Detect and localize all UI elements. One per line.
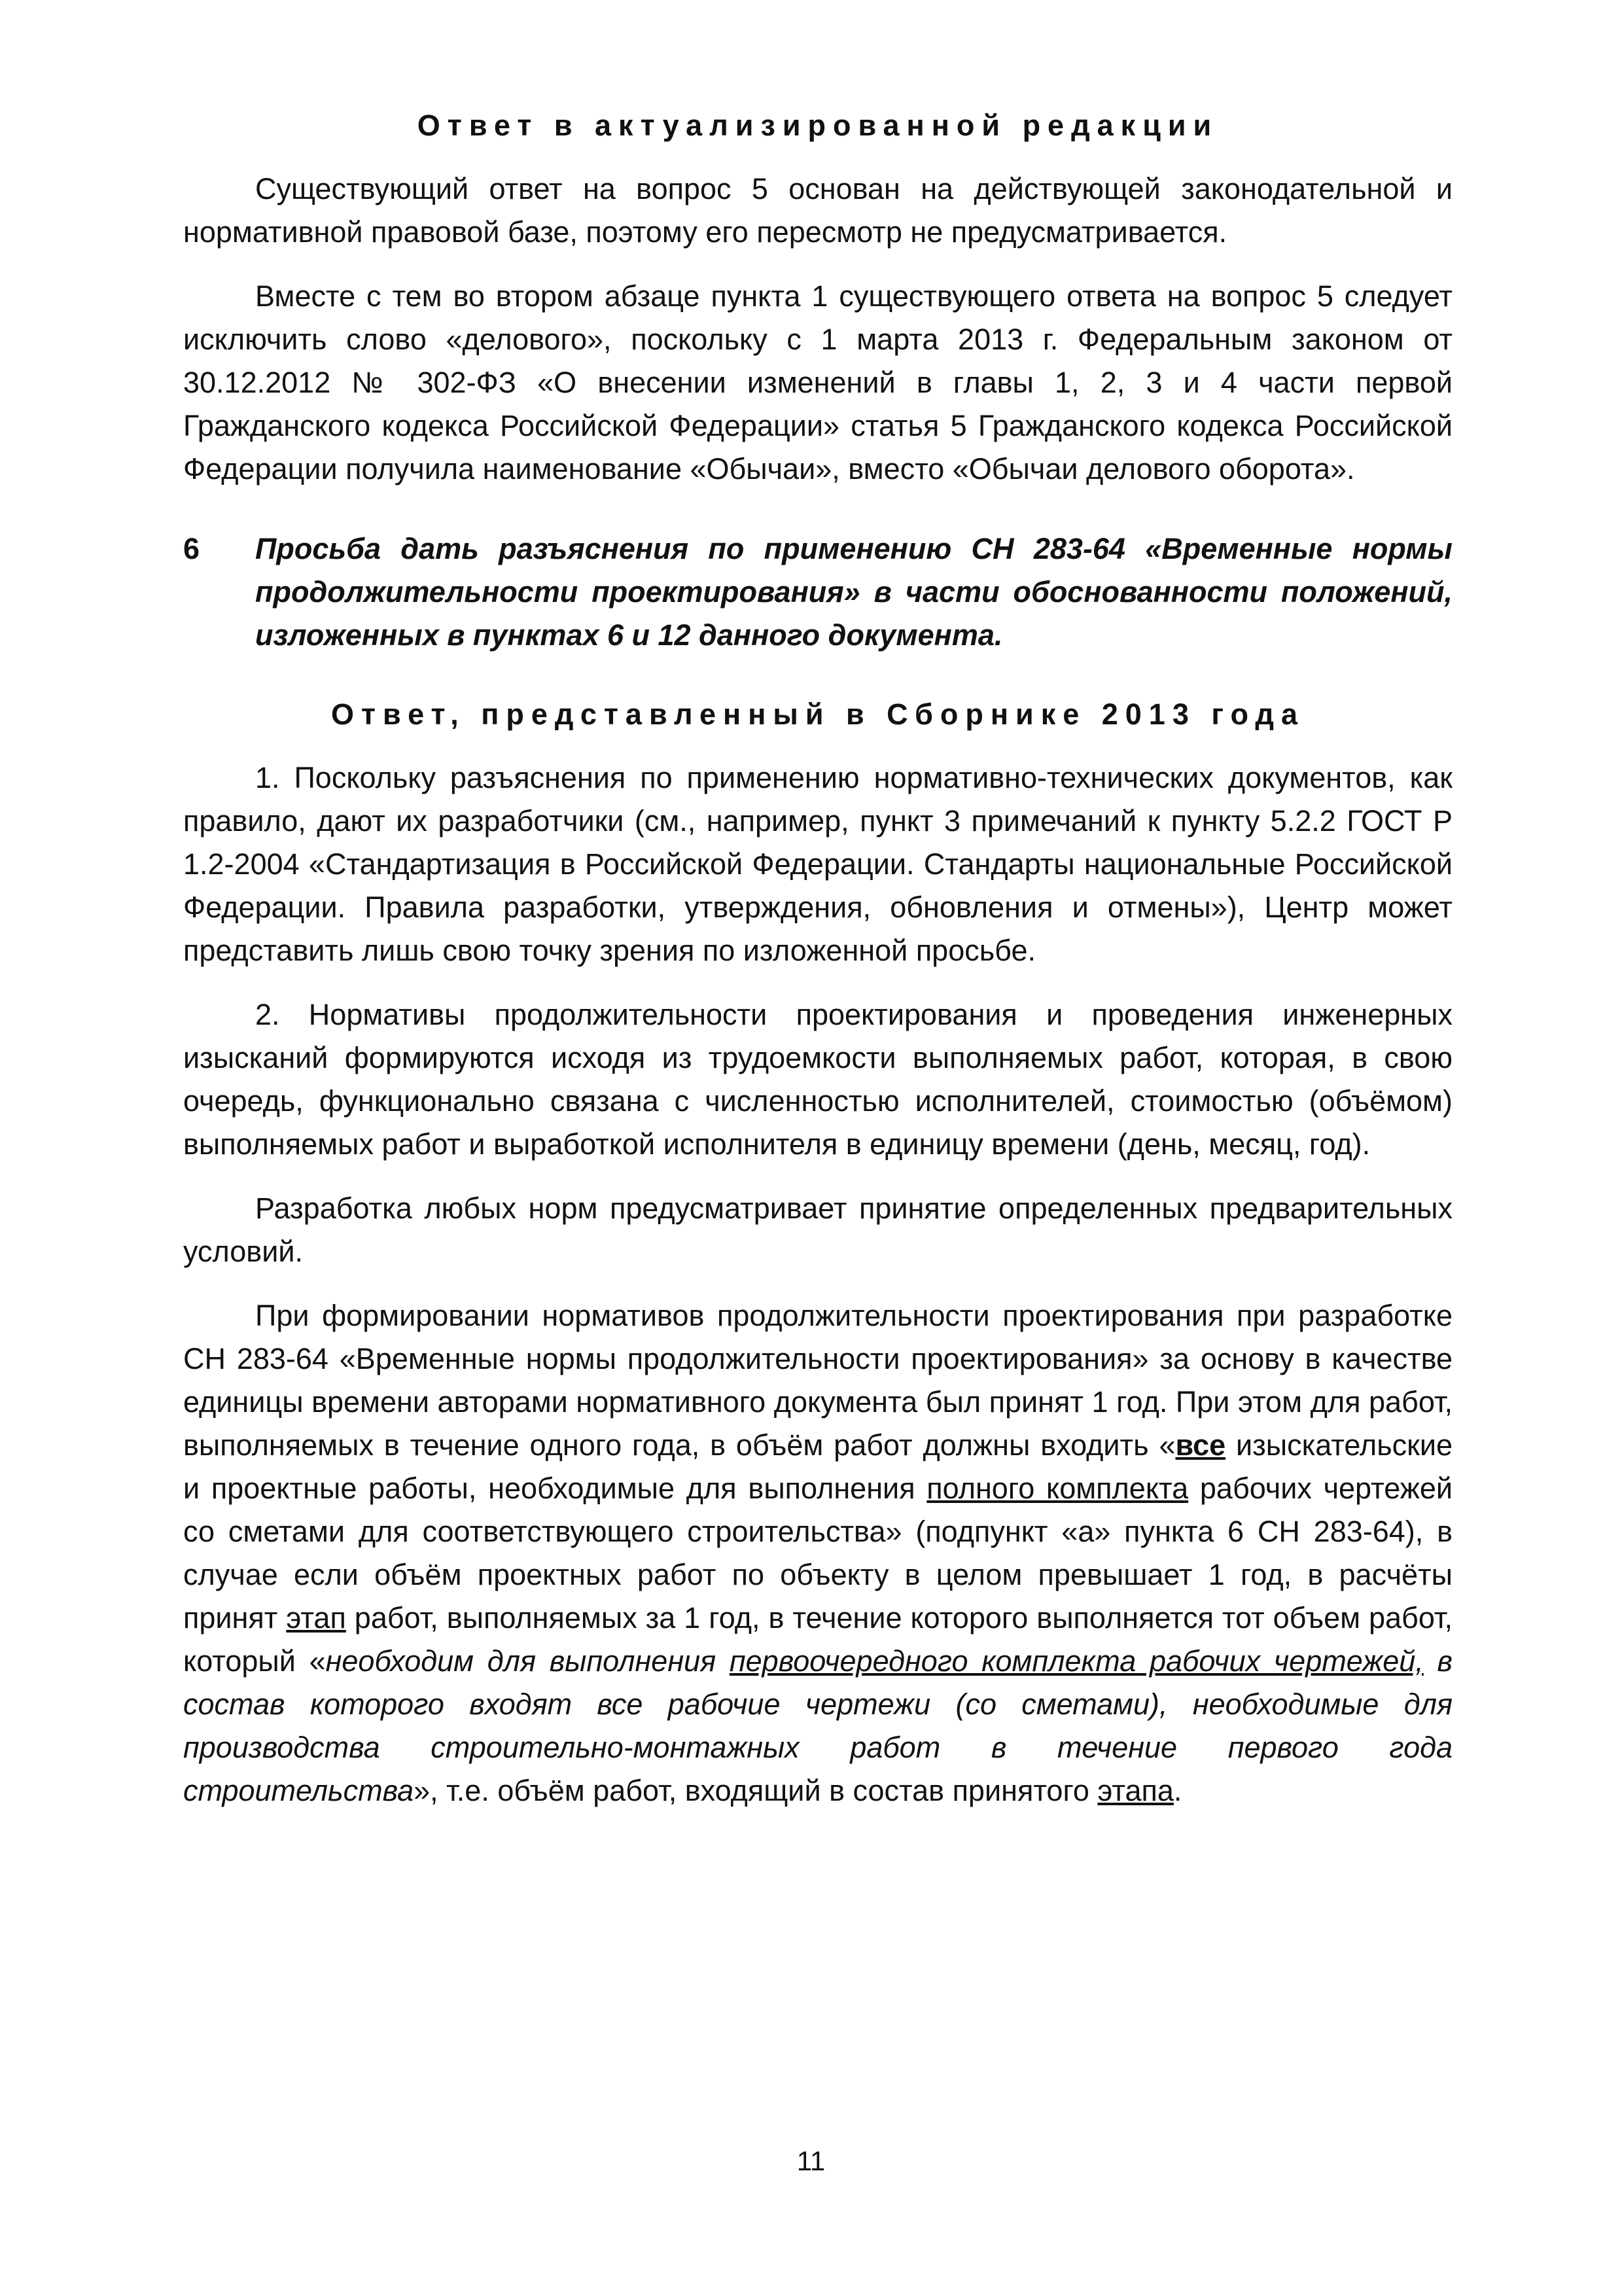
paragraph: 1. Поскольку разъяснения по применению нормативно-технических документов, как правило, дают их разработчики (см., например, пункт 3 примечаний к пункту 5.2.2 ГОСТ Р 1.2-2004 «Стандартизация в Российской Федерации. Стандарты национальные Российской Федерации. Правила разработки, утверждения, обновления и отмены»), Центр может представить лишь свою точку зрения по изложенной просьбе.: [183, 761, 1453, 967]
emphasis-underlined: этапа: [1097, 1774, 1174, 1807]
section-heading-updated: Ответ в актуализированной редакции: [417, 109, 1219, 142]
emphasis-italic: в состав которого входят все рабочие чертежи (со сметами), необходимые для производства строительно-монтажных работ в течение первого года строительства: [183, 1644, 1453, 1807]
question-number: 6: [183, 532, 200, 565]
paragraph: Существующий ответ на вопрос 5 основан на действующей законодательной и нормативной правовой базе, поэтому его пересмотр не предусматривается.: [183, 172, 1453, 249]
question-text: Просьба дать разъяснения по применению СН 283-64 «Временные нормы продолжительности проектирования» в части обоснованности положений, изложенных в пунктах 6 и 12 данного документа.: [255, 532, 1453, 652]
emphasis-underlined: этап: [286, 1601, 346, 1634]
paragraph-with-emphasis: [183, 1294, 1453, 1812]
paragraph: 2. Нормативы продолжительности проектирования и проведения инженерных изысканий формируются исходя из трудоемкости выполняемых работ, которая, в свою очередь, функционально связана с численностью исполнителей, стоимостью (объёмом) выполняемых работ и выработкой исполнителя в единицу времени (день, месяц, год).: [183, 998, 1453, 1161]
emphasis-underlined: полного комплекта: [926, 1472, 1189, 1505]
emphasis-underlined-bold: все: [1175, 1428, 1226, 1462]
text-run: рабочих чертежей со сметами для соответствующего строительства» (подпункт «а» пункта 6 СН 283-64), в случае если объём проектных работ по объекту в целом превышает 1 год, в расчёты принят: [183, 1472, 1453, 1634]
question-block: [183, 527, 1453, 657]
text-run: изыскательские и проектные работы, необходимые для выполнения: [183, 1428, 1453, 1505]
text-run: работ, выполняемых за 1 год, в течение которого выполняется тот объем работ, который «: [183, 1601, 1453, 1678]
emphasis-italic: необходим для выполнения: [325, 1644, 730, 1678]
paragraph: Вместе с тем во втором абзаце пункта 1 существующего ответа на вопрос 5 следует исключить слово «делового», поскольку с 1 марта 2013 г. Федеральным законом от 30.12.2012 № 302-ФЗ «О внесении изменений в главы 1, 2, 3 и 4 части первой Гражданского кодекса Российской Федерации» статья 5 Гражданского кодекса Российской Федерации получила наименование «Обычаи», вместо «Обычаи делового оборота».: [183, 279, 1453, 486]
text-run: При формировании нормативов продолжительности проектирования при разработке СН 283-64 «Временные нормы продолжительности проектирования» за основу в качестве единицы времени авторами нормативного документа был принят 1 год. При этом для работ, выполняемых в течение одного года, в объём работ должны входить «: [183, 1299, 1453, 1462]
section-heading-2013: Ответ, представленный в Сборнике 2013 года: [331, 698, 1305, 731]
emphasis-italic-underlined: первоочередного комплекта рабочих чертежей,: [729, 1644, 1424, 1678]
text-run: .: [1173, 1774, 1182, 1807]
page-content: [183, 105, 1453, 1812]
text-run: », т.е. объём работ, входящий в состав принятого: [414, 1774, 1098, 1807]
paragraph: Разработка любых норм предусматривает принятие определенных предварительных условий.: [183, 1192, 1453, 1268]
page-number: 11: [796, 2146, 826, 2176]
